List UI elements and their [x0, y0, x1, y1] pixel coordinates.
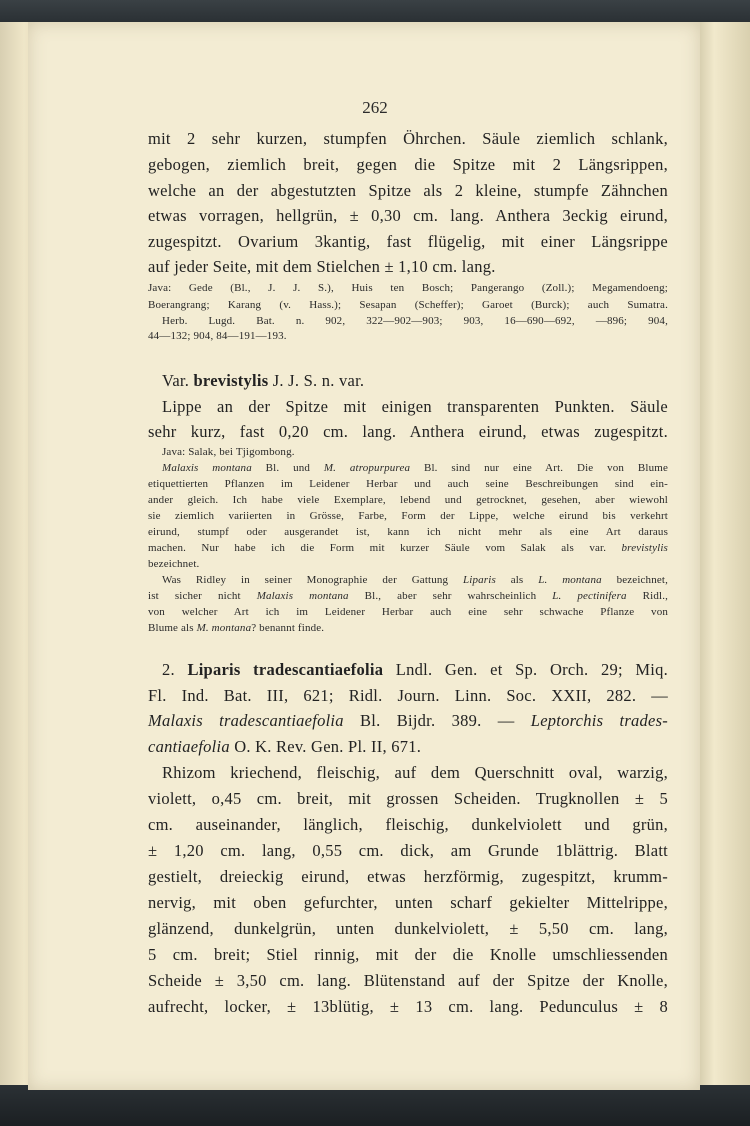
- text-line: [148, 446, 668, 458]
- text-run: bezeichnet.: [148, 558, 200, 570]
- text-line: [148, 737, 668, 757]
- text-line: [148, 660, 668, 680]
- text-run: Boerangrang; Karang (v. Hass.); Sesapan (Scheffer); Garoet (Burck); auch Sumatra.: [148, 299, 668, 311]
- text-run: ± 1,20 cm. lang, 0,55 cm. dick, am Grunde 1blättrig. Blatt: [148, 841, 668, 860]
- text-line: [148, 841, 668, 861]
- text-run: gebogen, ziemlich breit, gegen die Spitze mit 2 Längsrippen,: [148, 155, 668, 174]
- text-line: [148, 257, 668, 277]
- text-run: sehr kurz, fast 0,20 cm. lang. Anthera eirund, etwas zugespitzt.: [148, 422, 668, 441]
- text-run: 2.: [162, 660, 188, 679]
- text-line: [148, 711, 668, 731]
- text-line: [148, 686, 668, 706]
- text-run: machen. Nur habe ich die Form mit kurzer Säule vom Salak als var.: [148, 542, 622, 554]
- text-run: etwas vorragen, hellgrün, ± 0,30 cm. lang. Anthera 3eckig eirund,: [148, 206, 668, 225]
- text-run: brevistylis: [193, 371, 269, 390]
- text-run: Rhizom kriechend, fleischig, auf dem Querschnitt oval, warzig,: [162, 763, 668, 782]
- text-run: Blume als: [148, 622, 197, 634]
- text-run: Var.: [162, 371, 194, 390]
- text-run: glänzend, dunkelgrün, unten dunkelviolett, ± 5,50 cm. lang,: [148, 919, 668, 938]
- text-run: ander gleich. Ich habe viele Exemplare, lebend und getrocknet, gesehen, aber wiewohl: [148, 494, 668, 506]
- text-run: aufrecht, locker, ± 13blütig, ± 13 cm. lang. Pedunculus ± 8: [148, 997, 668, 1016]
- text-run: mit 2 sehr kurzen, stumpfen Öhrchen. Säule ziemlich schlank,: [148, 129, 668, 148]
- text-line: [148, 330, 668, 342]
- text-run: cantiaefolia: [148, 737, 230, 756]
- text-line: [148, 371, 668, 391]
- text-line: [148, 181, 668, 201]
- text-line: [148, 971, 668, 991]
- text-run: von welcher Art ich im Leidener Herbar auch eine sehr schwache Pflanze von: [148, 606, 668, 618]
- text-run: Bl. sind nur eine Art. Die von Blume: [410, 462, 668, 474]
- text-run: Herb. Lugd. Bat. n. 902, 322—902—903; 903, 16—690—692, —896; 904,: [162, 315, 668, 327]
- text-run: L. montana: [538, 574, 602, 586]
- text-line: [148, 763, 668, 783]
- text-run: bezeichnet,: [601, 574, 668, 586]
- text-run: brevistylis: [621, 542, 668, 554]
- text-line: [148, 155, 668, 175]
- text-run: eirund, stumpf oder ausgerandet ist, kann ich nicht mehr als eine Art daraus: [148, 526, 668, 538]
- text-line: [148, 494, 668, 506]
- text-run: 5 cm. breit; Stiel rinnig, mit der die Knolle umschliessenden: [148, 945, 668, 964]
- text-run: Bl., aber sehr wahrscheinlich: [348, 590, 553, 602]
- text-line: [148, 558, 668, 570]
- text-line: [148, 574, 668, 586]
- text-run: M. montana: [196, 622, 252, 634]
- text-run: Was Ridley in seiner Monographie der Gattung: [162, 574, 464, 586]
- text-run: auf jeder Seite, mit dem Stielchen ± 1,10 cm. lang.: [148, 257, 496, 276]
- text-line: [148, 478, 668, 490]
- text-line: [148, 622, 668, 634]
- text-run: cm. auseinander, länglich, fleischig, dunkelviolett und grün,: [148, 815, 668, 834]
- text-line: [148, 526, 668, 538]
- text-line: [148, 232, 668, 252]
- text-run: ist sicher nicht: [148, 590, 257, 602]
- text-run: Bl. Bijdr. 389. —: [343, 711, 531, 730]
- text-run: J. J. S. n. var.: [268, 371, 365, 390]
- text-run: Liparis tradescantiaefolia: [187, 660, 384, 679]
- text-line: [148, 867, 668, 887]
- text-line: [148, 462, 668, 474]
- text-run: violett, o,45 cm. breit, mit grossen Scheiden. Trugknollen ± 5: [148, 789, 668, 808]
- text-line: [148, 606, 668, 618]
- page-number: 262: [362, 98, 388, 117]
- text-run: etiquettierten Pflanzen im Leidener Herbar und auch seine Beschreibungen sind ein-: [148, 478, 668, 490]
- page-edges-right: [695, 22, 750, 1092]
- text-line: [148, 422, 668, 442]
- text-line: [148, 919, 668, 939]
- text-run: Liparis: [463, 574, 496, 586]
- text-run: sie ziemlich variierten in Grösse, Farbe, Form der Lippe, welche eirund bis verkehrt: [148, 510, 668, 522]
- text-run: Scheide ± 3,50 cm. lang. Blütenstand auf der Spitze der Knolle,: [148, 971, 668, 990]
- text-line: [148, 129, 668, 149]
- text-run: ? benannt finde.: [251, 622, 325, 634]
- text-line: [148, 299, 668, 311]
- text-run: M. atropurpurea: [323, 462, 411, 474]
- text-run: Lndl. Gen. et Sp. Orch. 29; Miq.: [383, 660, 669, 679]
- text-run: zugespitzt. Ovarium 3kantig, fast flügelig, mit einer Längsrippe: [148, 232, 668, 251]
- text-run: O. K. Rev. Gen. Pl. II, 671.: [229, 737, 422, 756]
- text-run: Malaxis montana: [256, 590, 349, 602]
- text-line: [148, 510, 668, 522]
- text-line: [148, 815, 668, 835]
- text-run: Malaxis tradescantiaefolia: [148, 711, 344, 730]
- text-run: Malaxis montana: [162, 462, 252, 474]
- book-binding-bottom: [0, 1085, 750, 1126]
- text-line: [148, 997, 668, 1017]
- text-run: als: [495, 574, 539, 586]
- text-run: Java: Gede (Bl., J. J. S.), Huis ten Bosch; Pangerango (Zoll.); Megamendoeng;: [148, 282, 668, 294]
- text-run: Bl. und: [251, 462, 324, 474]
- text-line: [148, 590, 668, 602]
- text-run: 44—132; 904, 84—191—193.: [148, 330, 287, 342]
- text-run: L. pectinifera: [552, 590, 627, 602]
- text-run: Lippe an der Spitze mit einigen transparenten Punkten. Säule: [162, 397, 668, 416]
- text-line: [148, 282, 668, 294]
- text-run: Ridl.,: [626, 590, 668, 602]
- text-run: Fl. Ind. Bat. III, 621; Ridl. Journ. Linn. Soc. XXII, 282. —: [148, 686, 668, 705]
- text-line: [148, 789, 668, 809]
- text-line: [148, 945, 668, 965]
- text-run: welche an der abgestutzten Spitze als 2 kleine, stumpfe Zähnchen: [148, 181, 668, 200]
- text-run: Leptorchis trades-: [530, 711, 669, 730]
- text-run: gestielt, dreieckig eirund, etwas herzförmig, zugespitzt, krumm-: [148, 867, 668, 886]
- text-run: nervig, mit oben gefurchter, unten scharf gekielter Mittelrippe,: [148, 893, 668, 912]
- text-line: [148, 893, 668, 913]
- text-run: Java: Salak, bei Tjigombong.: [162, 446, 295, 458]
- text-line: [148, 206, 668, 226]
- text-line: [148, 542, 668, 554]
- text-line: [148, 397, 668, 417]
- text-line: [148, 315, 668, 327]
